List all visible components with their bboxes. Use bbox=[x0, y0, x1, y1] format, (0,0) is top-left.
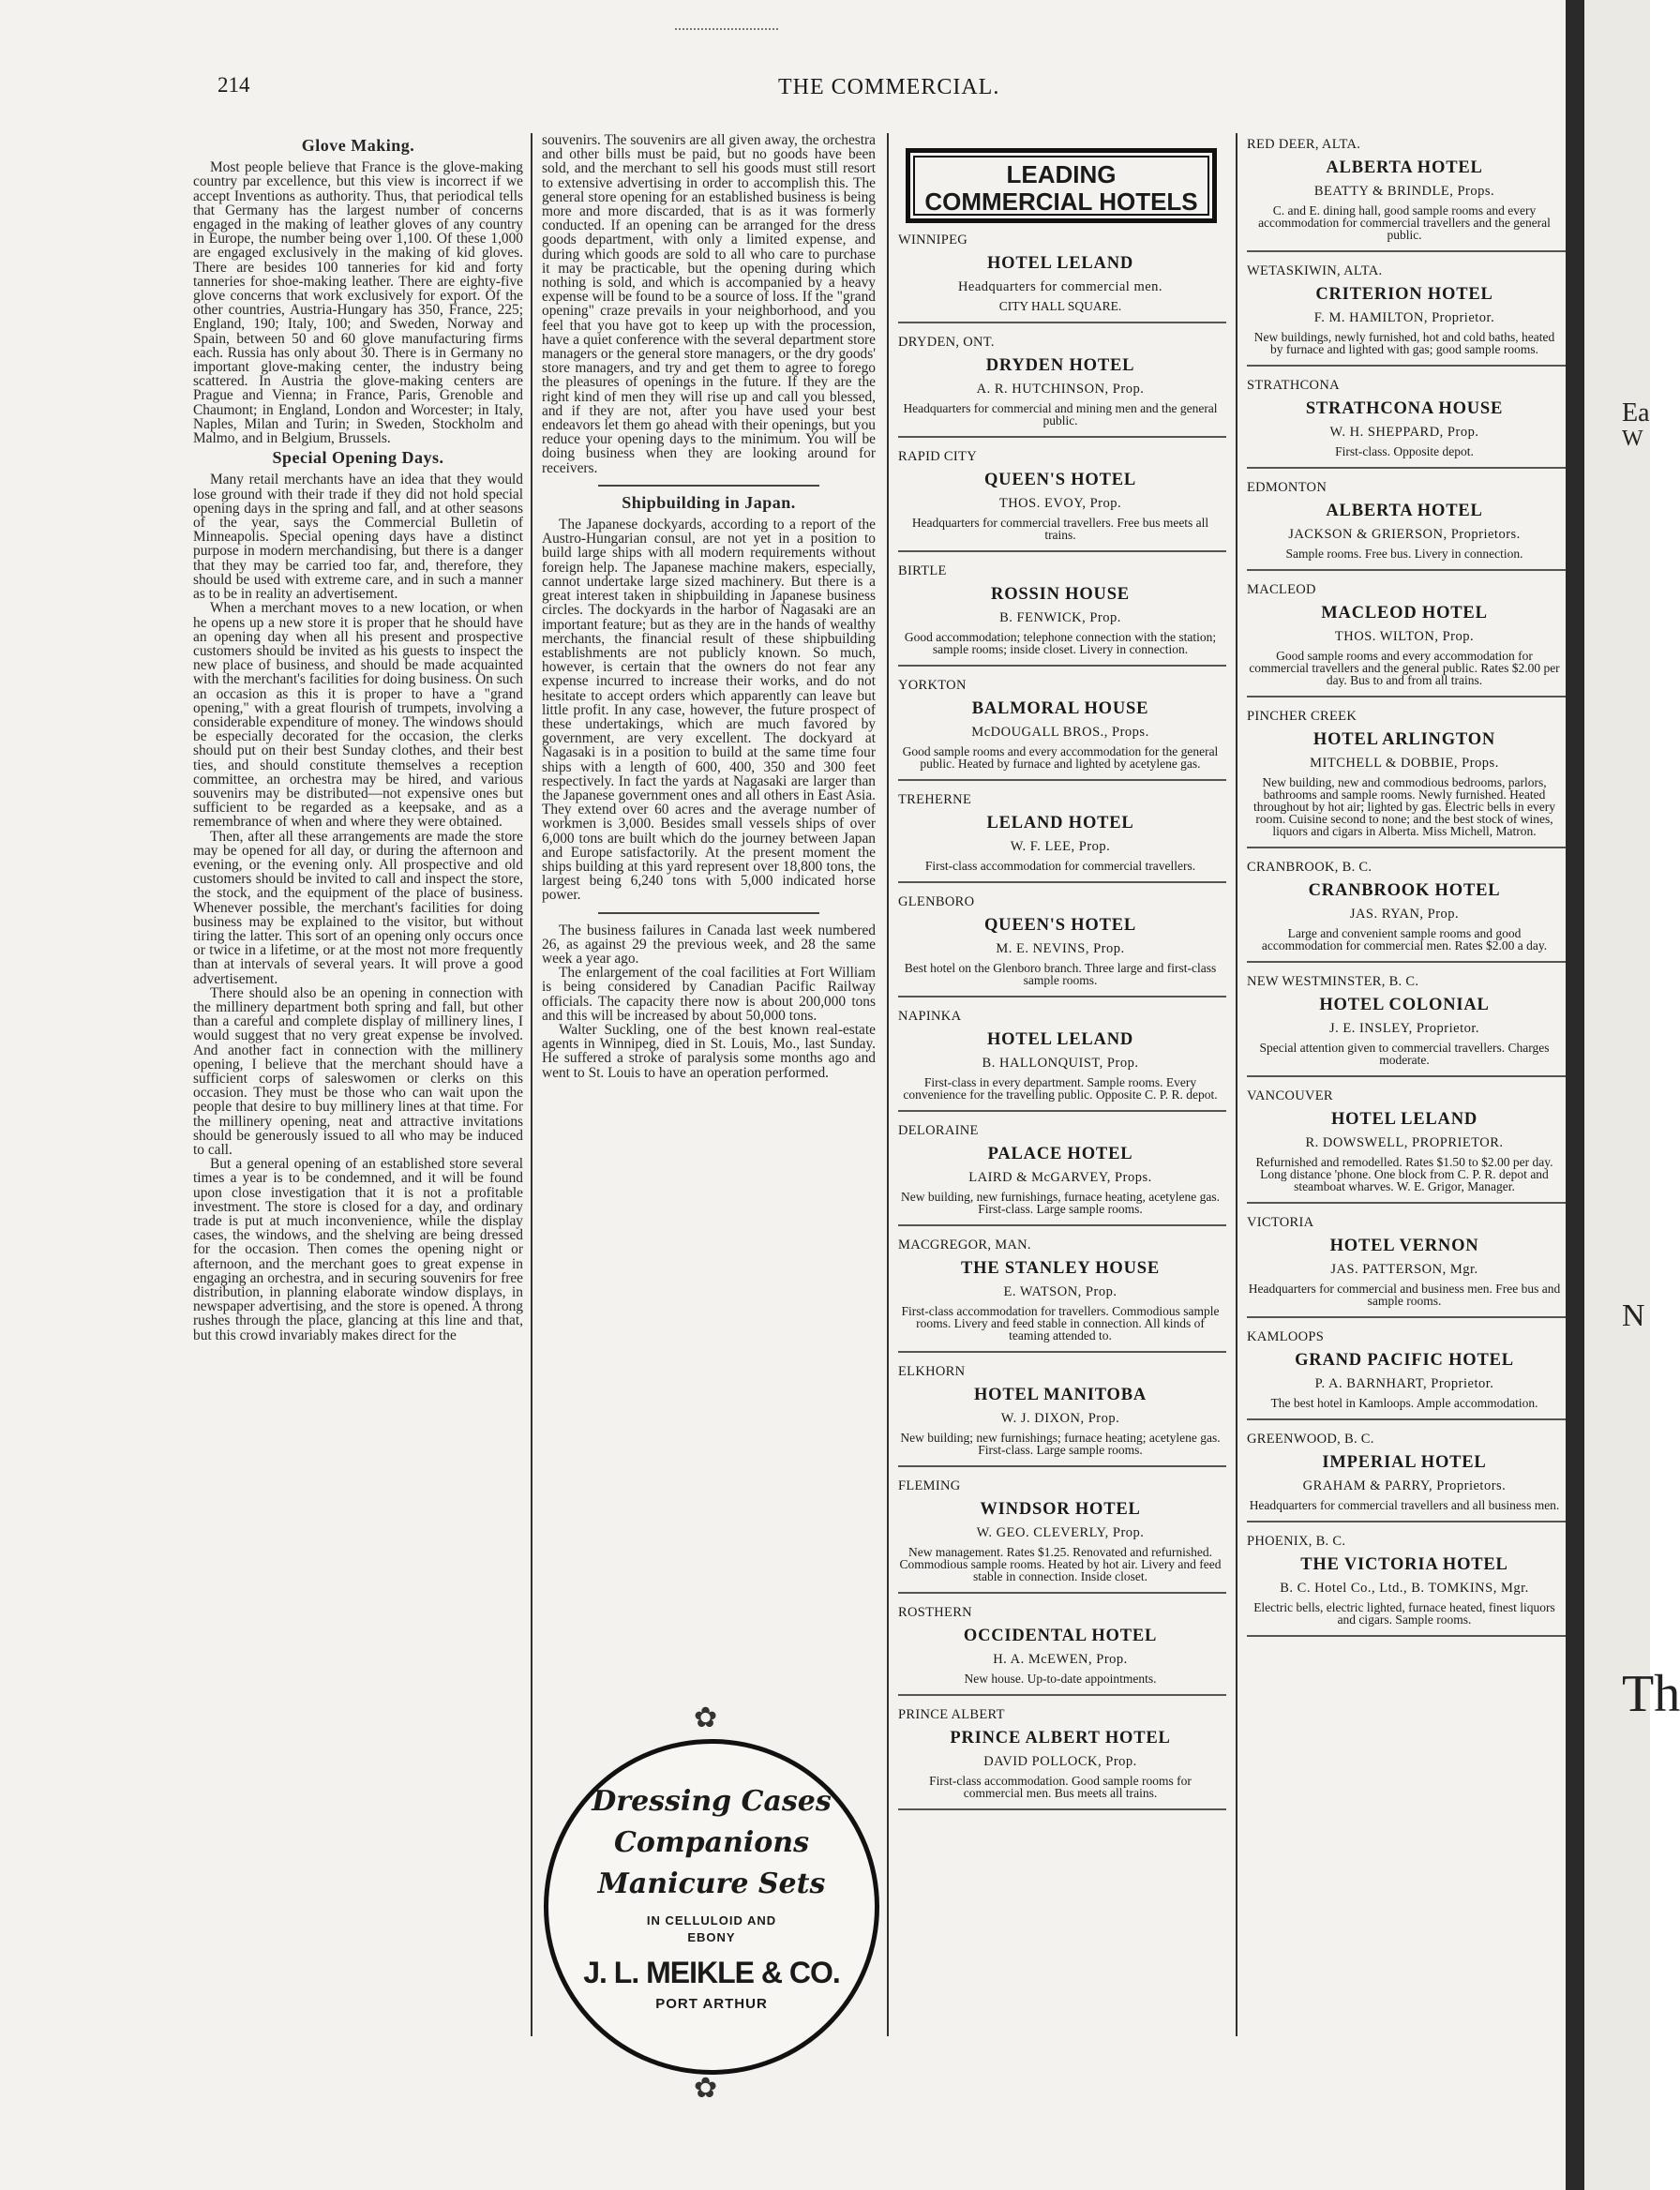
masthead: THE COMMERCIAL. bbox=[778, 75, 1000, 99]
hotel-name: ALBERTA HOTEL bbox=[1326, 158, 1483, 177]
hotel-proprietor: DAVID POLLOCK, Prop. bbox=[983, 1754, 1137, 1769]
hotel-name: HOTEL LELAND bbox=[986, 1030, 1134, 1049]
hotel-name: THE VICTORIA HOTEL bbox=[1300, 1555, 1508, 1574]
hotel-name: QUEEN'S HOTEL bbox=[983, 916, 1137, 935]
hotel-name: PRINCE ALBERT HOTEL bbox=[950, 1729, 1171, 1748]
article-paragraph: souvenirs. The souvenirs are all given away, the orchestra and other bills must be paid, but no goods have been sold, and the merchant to sell his goods must still resort to extensive advertising in order to accomplish this. The general store opening for an established business is being more and more discarded, that is as it was formerly conducted. If an opening can be arranged for the dress goods department, with only a limited expense, and during which goods are sold to all who care to purchase it may be practicable, but the opening during which nothing is sold, and which is accompanied by a heavy expense will be found to be a source of loss. If the "grand opening" craze prevails in your neighborhood, and you feel that you have got to keep up with the procession, have a quiet conference with the several department store managers or the general store managers, or the dry goods' store managers, and try and get them to agree to forego the pleasures of openings in the future. If they are the right kind of men they will rise up and call you blessed, and if they are not, after you have used your best endeavors let them go ahead with their openings, but you reduce your opening days to the minimum. You will be doing business when they are looking around for receivers. bbox=[542, 132, 876, 476]
strip-text: Th bbox=[1622, 1665, 1680, 1723]
hotel-listing bbox=[1247, 1088, 1566, 1204]
hotel-listing bbox=[1247, 1215, 1566, 1318]
hotel-listing bbox=[1247, 263, 1566, 367]
article-column-1 bbox=[193, 133, 523, 1342]
article-paragraph: There should also be an opening in connection with the millinery department both spring and fall, but other than a careful and complete display of millinery lines, I would suggest that no very great expense be involved. And another fact in connection with the millinery opening, I believe that the merchant should have a sufficient corps of saleswomen or clerks on this occasion. They must be those who can wait upon the people that desire to buy millinery lines at that time. For the millinery opening, neat and attractive invitations should be generously issued to all who may be induced to call. bbox=[193, 984, 523, 1159]
hotel-town: YORKTON bbox=[898, 678, 967, 693]
hotel-name: HOTEL LELAND bbox=[986, 254, 1134, 273]
column-rule bbox=[531, 133, 532, 2036]
hotel-description: First-class in every department. Sample rooms. Every convenience for the travelling public. Opposite C. P. R. depot. bbox=[903, 1075, 1218, 1102]
hotel-proprietor: A. R. HUTCHINSON, Prop. bbox=[976, 382, 1145, 397]
hotel-town: ELKHORN bbox=[898, 1364, 966, 1379]
strip-text: W bbox=[1622, 427, 1643, 451]
hotel-proprietor: THOS. WILTON, Prop. bbox=[1334, 629, 1475, 644]
hotel-description: Good sample rooms and every accommodation for commercial travellers and the general public. Rates $2.00 per day. Bus to and from all trains. bbox=[1249, 649, 1560, 687]
banner-line: LEADING bbox=[1006, 160, 1117, 188]
hotel-description: New building; new furnishings; furnace heating; acetylene gas. First-class. Large sample rooms. bbox=[900, 1431, 1221, 1457]
hotel-town: RED DEER, ALTA. bbox=[1247, 137, 1361, 152]
hotel-description: New buildings, newly furnished, hot and cold baths, heated by furnace and lighted with gas; good sample rooms. bbox=[1253, 330, 1555, 356]
article-paragraph: When a merchant moves to a new location, or when he opens up a new store it is proper that he should have an opening day when all his present and prospective customers should be invited as his guests to inspect the new place of business, and should be made acquainted with the merchant's facilities for doing business. On such an occasion as this it is proper to have a "grand opening," with a great flourish of trumpets, involving a considerable expenditure of money. The windows should be especially decorated for the occasion, the clerks should put on their best Sunday clothes, and their best ties, and should constitute themselves a reception committee, an orchestra may be hired, and various souvenirs may be distributed—not expensive ones but sufficient to be regarded as a keepsake, and as a remembrance of when and where they were obtained. bbox=[193, 600, 523, 831]
hotel-proprietor: JACKSON & GRIERSON, Proprietors. bbox=[1288, 527, 1521, 542]
strip-text: Ea bbox=[1622, 398, 1650, 428]
hotel-name: CRITERION HOTEL bbox=[1315, 285, 1493, 304]
hotel-name: HOTEL MANITOBA bbox=[973, 1386, 1148, 1404]
article-paragraph: The enlargement of the coal facilities at Fort William is being considered by Canadian Pacific Railway officials. The capacity there now is about 200,000 tons and this will be increased by about 50,000 tons. bbox=[542, 965, 876, 1024]
hotel-proprietor: J. E. INSLEY, Proprietor. bbox=[1328, 1021, 1480, 1036]
hotel-town: RAPID CITY bbox=[898, 449, 977, 464]
hotel-proprietor: Headquarters for commercial men. bbox=[957, 279, 1163, 294]
hotel-proprietor: F. M. HAMILTON, Proprietor. bbox=[1313, 310, 1495, 325]
hotel-description: C. and E. dining hall, good sample rooms and every accommodation for commercial travellers and the general public. bbox=[1258, 203, 1551, 242]
hotel-town: VICTORIA bbox=[1247, 1215, 1314, 1230]
hotel-listing bbox=[898, 1009, 1226, 1112]
hotel-proprietor: LAIRD & McGARVEY, Props. bbox=[968, 1170, 1152, 1185]
hotel-town: KAMLOOPS bbox=[1247, 1329, 1325, 1344]
hotel-proprietor: B. FENWICK, Prop. bbox=[999, 610, 1121, 625]
hotel-name: DRYDEN HOTEL bbox=[985, 356, 1135, 375]
hotel-listing bbox=[898, 1238, 1226, 1353]
hotel-listing bbox=[898, 232, 1226, 323]
flower-ornament-icon: ✿ bbox=[694, 2072, 718, 2105]
hotel-name: HOTEL COLONIAL bbox=[1319, 996, 1490, 1014]
divider bbox=[598, 912, 819, 914]
hotel-listing bbox=[898, 449, 1226, 552]
hotel-listing bbox=[898, 335, 1226, 438]
hotel-listing bbox=[898, 1123, 1226, 1226]
hotel-town: MACGREGOR, MAN. bbox=[898, 1238, 1031, 1252]
article-paragraph: The Japanese dockyards, according to a report of the Austro-Hungarian consul, are not yet in a position to build large ships with all modern requirements without foreign help. The Japanese machine makers, especially, cannot undertake large sized machinery. But there is a great interest taken in shipbuilding in Japanese business circles. The dockyards in the harbor of Nagasaki are an important feature; but as they are in the hands of wealthy merchants, the financial result of these shipbuilding establishments are not publicly known. So much, however, is certain that the owners do not fear any expense incurred to increase their works, and do not hesitate to accept orders which apparently can leave but little profit. In any case, however, the future prospect of these undertakings, which are much favored by government, are very excellent. The dockyard at Nagasaki is in a position to build at the same time four ships with a length of 600, 400, 350 and 300 feet respectively. In fact the yards at Nagasaki are larger than the Japanese government ones and all others in East Asia. They extend over 60 acres and the average number of workmen is 3,000. Besides small vessels ships of over 6,000 tons are built which do the journey between Japan and Europe satisfactorily. At the present moment the ships building at this yard represent over 18,800 tons, the largest being 6,240 tons with 5,000 indicated horse power. bbox=[542, 517, 876, 904]
hotel-town: PRINCE ALBERT bbox=[898, 1707, 1005, 1722]
hotel-listing bbox=[898, 894, 1226, 998]
hotel-town: MACLEOD bbox=[1247, 582, 1316, 597]
hotel-description: First-class accommodation for travellers. Commodious sample rooms. Livery and feed stable in connection. All kinds of teaming attended to. bbox=[901, 1304, 1220, 1342]
bleed-marks bbox=[675, 28, 778, 41]
hotel-description: New house. Up-to-date appointments. bbox=[964, 1672, 1157, 1686]
divider bbox=[598, 485, 819, 487]
hotel-listing bbox=[1247, 709, 1566, 848]
ad-company: J. L. MEIKLE & CO. bbox=[583, 1956, 840, 1989]
hotel-name: GRAND PACIFIC HOTEL bbox=[1295, 1351, 1514, 1370]
hotel-proprietor: GRAHAM & PARRY, Proprietors. bbox=[1302, 1478, 1507, 1493]
article-title: Special Opening Days. bbox=[272, 448, 444, 468]
hotel-town: GREENWOOD, B. C. bbox=[1247, 1432, 1374, 1447]
hotel-town: PHOENIX, B. C. bbox=[1247, 1534, 1346, 1549]
ad-line: IN CELLULOID AND bbox=[646, 1913, 777, 1928]
hotel-description: New management. Rates $1.25. Renovated and refurnished. Commodious sample rooms. Heated by hot air. Livery and feed stable in connection. Inside closet. bbox=[899, 1545, 1222, 1583]
hotel-description: Headquarters for commercial and mining men and the general public. bbox=[903, 401, 1218, 428]
hotel-listing bbox=[1247, 974, 1566, 1077]
hotel-listing bbox=[1247, 480, 1566, 571]
hotel-description: Headquarters for commercial travellers. Free bus meets all trains. bbox=[911, 516, 1209, 542]
hotel-listing bbox=[898, 1364, 1226, 1467]
hotel-description: Large and convenient sample rooms and good accommodation for commercial men. Rates $2.00 a day. bbox=[1261, 926, 1548, 952]
hotel-description: New building, new and commodious bedrooms, parlors, bathrooms and sample rooms. Newly furnished. Heated throughout by hot air; lighted by gas. Electric bells in every room. Cuisine second to none; and the best stock of wines, liquors and cigars in Alberta. Miss Michell, Matron. bbox=[1252, 775, 1556, 838]
hotel-town: ROSTHERN bbox=[898, 1605, 972, 1620]
column-rule bbox=[1236, 133, 1238, 2036]
ad-town: PORT ARTHUR bbox=[655, 1996, 768, 2012]
hotel-description: Refurnished and remodelled. Rates $1.50 to $2.00 per day. Long distance 'phone. One block from C. P. R. depot and steamboat wharves. W. E. Grigor, Manager. bbox=[1255, 1155, 1553, 1193]
hotel-town: DELORAINE bbox=[898, 1123, 979, 1138]
hotel-proprietor: B. HALLONQUIST, Prop. bbox=[982, 1056, 1139, 1071]
hotel-listing bbox=[1247, 582, 1566, 698]
hotel-town: EDMONTON bbox=[1247, 480, 1328, 495]
article-column-2 bbox=[542, 133, 876, 1080]
hotel-proprietor: BEATTY & BRINDLE, Props. bbox=[1313, 184, 1495, 199]
hotel-listing bbox=[1247, 860, 1566, 963]
hotel-listing bbox=[1247, 137, 1566, 252]
hotel-town: WETASKIWIN, ALTA. bbox=[1247, 263, 1383, 278]
hotel-town: NAPINKA bbox=[898, 1009, 962, 1024]
hotel-listing bbox=[898, 678, 1226, 781]
hotel-listing bbox=[898, 1605, 1226, 1696]
hotel-name: HOTEL VERNON bbox=[1329, 1237, 1479, 1255]
article-paragraph: The business failures in Canada last week numbered 26, as against 29 the previous week, and 28 the same week a year ago. bbox=[542, 922, 876, 967]
hotel-listing bbox=[1247, 1329, 1566, 1420]
hotel-proprietor: H. A. McEWEN, Prop. bbox=[993, 1652, 1128, 1667]
hotel-town: DRYDEN, ONT. bbox=[898, 335, 995, 350]
hotel-name: HOTEL ARLINGTON bbox=[1312, 730, 1496, 749]
hotel-name: PALACE HOTEL bbox=[987, 1145, 1133, 1163]
ad-line: Companions bbox=[614, 1826, 809, 1859]
article-paragraph: Walter Suckling, one of the best known real-estate agents in Winnipeg, died in St. Louis, Mo., last Sunday. He suffered a stroke of paralysis some months ago and went to St. Louis to have an operation performed. bbox=[542, 1021, 876, 1081]
hotel-proprietor: THOS. EVOY, Prop. bbox=[998, 496, 1122, 511]
hotel-proprietor: McDOUGALL BROS., Props. bbox=[971, 725, 1149, 740]
hotel-description: Electric bells, electric lighted, furnace heated, finest liquors and cigars. Sample rooms. bbox=[1253, 1600, 1555, 1627]
hotel-listing bbox=[898, 792, 1226, 883]
hotel-description: First-class accommodation. Good sample rooms for commercial men. Bus meets all trains. bbox=[929, 1774, 1192, 1800]
hotel-proprietor: W. H. SHEPPARD, Prop. bbox=[1329, 425, 1479, 440]
hotel-description: New building, new furnishings, furnace heating, acetylene gas. First-class. Large sample rooms. bbox=[900, 1190, 1221, 1216]
article-title: Shipbuilding in Japan. bbox=[622, 492, 796, 512]
hotel-name: MACLEOD HOTEL bbox=[1321, 604, 1488, 622]
hotel-town: FLEMING bbox=[898, 1478, 961, 1493]
hotel-directory-left bbox=[898, 232, 1226, 1822]
hotel-name: BALMORAL HOUSE bbox=[971, 699, 1149, 718]
hotel-name: STRATHCONA HOUSE bbox=[1305, 399, 1504, 418]
facing-page-strip bbox=[1584, 0, 1680, 2190]
hotel-name: CRANBROOK HOTEL bbox=[1308, 881, 1501, 900]
hotel-description: The best hotel in Kamloops. Ample accommodation. bbox=[1270, 1396, 1538, 1410]
hotel-description: Headquarters for commercial and business men. Free bus and sample rooms. bbox=[1248, 1282, 1561, 1308]
ad-line: Manicure Sets bbox=[597, 1868, 826, 1900]
hotel-listing bbox=[898, 1707, 1226, 1810]
hotel-name: THE STANLEY HOUSE bbox=[960, 1259, 1160, 1278]
hotel-name: IMPERIAL HOTEL bbox=[1322, 1453, 1487, 1472]
ad-line: EBONY bbox=[687, 1930, 736, 1944]
strip-text: N bbox=[1622, 1298, 1645, 1333]
hotel-listing bbox=[898, 1478, 1226, 1594]
hotel-description: Special attention given to commercial travellers. Charges moderate. bbox=[1259, 1041, 1550, 1067]
page-gutter bbox=[1566, 0, 1584, 2190]
article-paragraph: Then, after all these arrangements are made the store may be opened for all day, or during the afternoon and evening, or the evening only. All prospective and old customers should be invited to call and inspect the store, the stock, and the equipment of the place of business. Whenever possible, the merchant's facilities for doing business may be explained to the visitor, but without tiring the latter. This sort of an opening only occurs once or twice in a lifetime, or at the most not more frequently than at intervals of several years. It will prove a good advertisement. bbox=[193, 828, 523, 987]
hotel-town: PINCHER CREEK bbox=[1247, 709, 1358, 724]
banner-line: COMMERCIAL HOTELS bbox=[924, 188, 1198, 216]
hotel-description: Good accommodation; telephone connection with the station; sample rooms; inside closet. Livery in connection. bbox=[904, 630, 1217, 656]
hotel-name: WINDSOR HOTEL bbox=[980, 1500, 1141, 1519]
hotel-description: Good sample rooms and every accommodation for the general public. Heated by furnace and lighted by acetylene gas. bbox=[902, 744, 1219, 771]
hotel-proprietor: JAS. RYAN, Prop. bbox=[1349, 907, 1460, 922]
hotel-proprietor: P. A. BARNHART, Proprietor. bbox=[1314, 1376, 1494, 1391]
hotel-town: STRATHCONA bbox=[1247, 378, 1340, 393]
hotel-description: CITY HALL SQUARE. bbox=[998, 299, 1122, 313]
hotel-listing bbox=[898, 563, 1226, 667]
hotel-description: Best hotel on the Glenboro branch. Three large and first-class sample rooms. bbox=[904, 961, 1217, 987]
meikle-advertisement bbox=[544, 1739, 879, 2075]
hotel-town: GLENBORO bbox=[898, 894, 975, 909]
hotel-town: WINNIPEG bbox=[898, 232, 968, 248]
hotel-name: QUEEN'S HOTEL bbox=[983, 471, 1137, 489]
hotel-directory-right bbox=[1247, 137, 1566, 1648]
hotel-town: VANCOUVER bbox=[1247, 1088, 1333, 1103]
hotel-name: ROSSIN HOUSE bbox=[991, 585, 1130, 604]
ad-line: Dressing Cases bbox=[592, 1785, 832, 1818]
leading-hotels-banner bbox=[906, 148, 1217, 223]
hotel-description: Headquarters for commercial travellers and all business men. bbox=[1249, 1498, 1560, 1512]
hotel-listing bbox=[1247, 1432, 1566, 1522]
article-title: Glove Making. bbox=[301, 136, 415, 155]
hotel-proprietor: JAS. PATTERSON, Mgr. bbox=[1330, 1262, 1478, 1277]
hotel-proprietor: W. GEO. CLEVERLY, Prop. bbox=[976, 1525, 1145, 1540]
hotel-proprietor: W. J. DIXON, Prop. bbox=[1000, 1411, 1120, 1426]
hotel-proprietor: B. C. Hotel Co., Ltd., B. TOMKINS, Mgr. bbox=[1280, 1581, 1529, 1596]
hotel-name: LELAND HOTEL bbox=[986, 814, 1134, 832]
hotel-description: First-class accommodation for commercial travellers. bbox=[924, 859, 1196, 873]
hotel-name: ALBERTA HOTEL bbox=[1326, 502, 1483, 520]
article-paragraph: Most people believe that France is the glove-making country par excellence, but this view is incorrect if we accept Inventions as authority. Thus, that periodical tells that Germany has the largest number of concerns engaged in the making of leather gloves of any country in Europe, the number being over 1,100. Of these 1,000 are engaged exclusively in the making of kid gloves. There are besides 100 tanneries for kid and forty tanneries for shoe-making leather. There are eighty-five glove concerns that work exclusively for export. Of the other countries, Austria-Hungary has 350, France, 225; England, 190; Italy, 100; and Sweden, Norway and Spain, between 50 and 60 glove manufacturing firms each. Russia has only about 30. There is in Germany no important glove-making center, the industry being scattered. In Austria the glove-making centers are Prague and Vienna; in France, Paris, Grenoble and Chaumont; in England, London and Worcester; in Italy, Naples, Milan and Turin; in Sweden, Stockholm and Malmo, and in Belgium, Brussels. bbox=[193, 159, 523, 447]
hotel-town: BIRTLE bbox=[898, 563, 947, 578]
page-number: 214 bbox=[218, 73, 250, 97]
hotel-town: TREHERNE bbox=[898, 792, 972, 807]
hotel-proprietor: MITCHELL & DOBBIE, Props. bbox=[1310, 756, 1499, 771]
hotel-town: CRANBROOK, B. C. bbox=[1247, 860, 1372, 875]
hotel-proprietor: W. F. LEE, Prop. bbox=[1010, 839, 1111, 854]
hotel-description: Sample rooms. Free bus. Livery in connection. bbox=[1285, 547, 1523, 561]
flower-ornament-icon: ✿ bbox=[694, 1702, 718, 1734]
hotel-name: HOTEL LELAND bbox=[1330, 1110, 1478, 1129]
hotel-listing bbox=[1247, 378, 1566, 469]
hotel-proprietor: M. E. NEVINS, Prop. bbox=[996, 941, 1125, 956]
column-rule bbox=[887, 133, 889, 2036]
hotel-name: OCCIDENTAL HOTEL bbox=[963, 1627, 1158, 1645]
hotel-listing bbox=[1247, 1534, 1566, 1637]
article-paragraph: But a general opening of an established store several times a year is to be condemned, and it will be found upon close investigation that it is not a profitable investment. The store is closed for a day, and ordinary trade is put at much inconvenience, while the display cases, the windows, and the shelving are being dressed for the occasion. Then comes the opening night or afternoon, and the merchant goes to great expense in engaging an orchestra, and in securing souvenirs for free distribution, in planning elaborate window displays, in newspaper advertising, and the store is opened. A throng rushes through the place, glancing at this line and that, but this crowd invariably makes direct for the bbox=[193, 1156, 523, 1343]
hotel-proprietor: R. DOWSWELL, PROPRIETOR. bbox=[1305, 1135, 1504, 1150]
hotel-town: NEW WESTMINSTER, B. C. bbox=[1247, 974, 1419, 989]
hotel-description: First-class. Opposite depot. bbox=[1335, 444, 1474, 458]
article-paragraph: Many retail merchants have an idea that they would lose ground with their trade if they did not hold special opening days in the spring and fall, and at other seasons of the year, says the Commercial Bulletin of Minneapolis. Special opening days have a distinct purpose in modern merchandising, but there is a danger that they may be carried too far, and, therefore, they should be used with extreme care, and in such a manner as to be in reality an advertisement. bbox=[193, 472, 523, 603]
hotel-proprietor: E. WATSON, Prop. bbox=[1003, 1284, 1118, 1299]
